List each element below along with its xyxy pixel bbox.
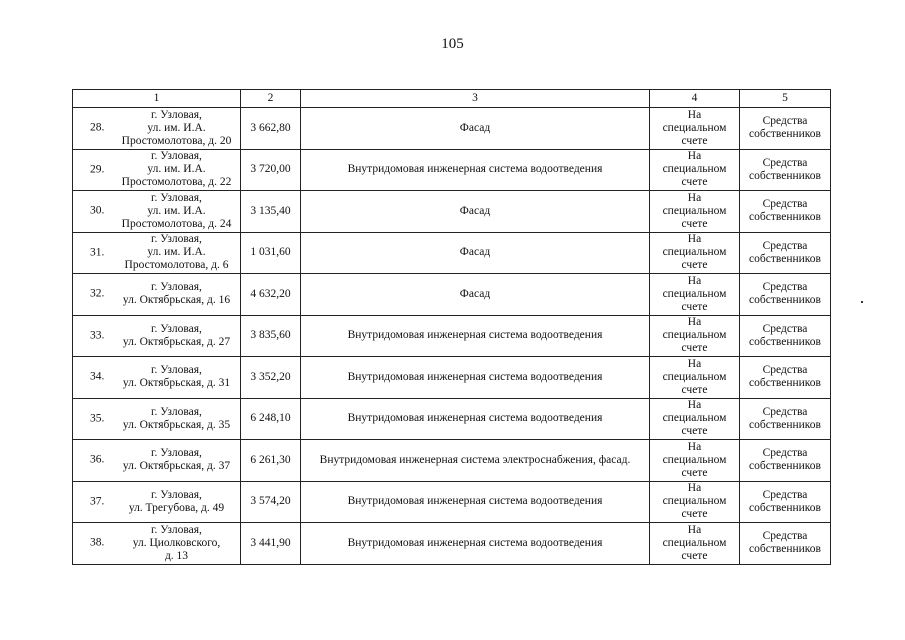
address-cell <box>73 440 241 482</box>
account-line: На <box>687 108 702 121</box>
account-line: счете <box>681 217 708 230</box>
row-number: 34. <box>90 370 105 383</box>
funding-line: собственников <box>749 377 821 390</box>
table-row <box>73 481 831 523</box>
funding-line: Средства <box>762 281 808 294</box>
column-header-5: 5 <box>740 90 831 108</box>
funding-line: собственников <box>749 543 821 556</box>
address-line: г. Узловая, <box>151 191 202 204</box>
address-line: г. Узловая, <box>151 281 202 294</box>
funding-line: Средства <box>762 405 808 418</box>
address-line: Простомолотова, д. 22 <box>121 176 232 189</box>
works-cell: Фасад <box>301 191 650 233</box>
account-line: На <box>687 440 702 453</box>
address-line: ул. Октябрьская, д. 16 <box>122 294 231 307</box>
table-row <box>73 357 831 399</box>
account-line: счете <box>681 425 708 438</box>
row-number: 33. <box>90 329 105 342</box>
area-cell: 6 248,10 <box>241 398 301 440</box>
address-line: ул. им. И.А. <box>147 163 206 176</box>
funding-line: Средства <box>762 115 808 128</box>
row-number: 31. <box>90 246 105 259</box>
area-cell: 1 031,60 <box>241 232 301 274</box>
address-cell <box>73 357 241 399</box>
funding-line: Средства <box>762 488 808 501</box>
table-row <box>73 149 831 191</box>
area-cell: 6 261,30 <box>241 440 301 482</box>
account-cell <box>650 232 740 274</box>
row-number: 37. <box>90 495 105 508</box>
row-number: 36. <box>90 453 105 466</box>
account-line: счете <box>681 466 708 479</box>
funding-line: Средства <box>762 239 808 252</box>
table-row <box>73 315 831 357</box>
account-cell <box>650 315 740 357</box>
address-line: г. Узловая, <box>151 447 202 460</box>
header-row <box>73 90 831 108</box>
funding-cell <box>740 315 831 357</box>
account-line: На <box>687 316 702 329</box>
funding-line: собственников <box>749 128 821 141</box>
address-line: ул. Октябрьская, д. 37 <box>122 460 231 473</box>
account-line: счете <box>681 342 708 355</box>
address-line: д. 13 <box>164 549 189 562</box>
address-cell <box>73 398 241 440</box>
account-line: На <box>687 233 702 246</box>
works-cell: Фасад <box>301 232 650 274</box>
funding-line: собственников <box>749 211 821 224</box>
funding-cell <box>740 232 831 274</box>
funding-cell <box>740 149 831 191</box>
column-header-2: 2 <box>241 90 301 108</box>
address-line: ул. Октябрьская, д. 35 <box>122 418 231 431</box>
funding-line: Средства <box>762 156 808 169</box>
area-cell: 3 352,20 <box>241 357 301 399</box>
account-line: На <box>687 523 702 536</box>
row-number: 38. <box>90 536 105 549</box>
works-cell: Фасад <box>301 274 650 316</box>
address-line: ул. Циолковского, <box>132 536 221 549</box>
funding-line: Средства <box>762 530 808 543</box>
address-line: г. Узловая, <box>151 108 202 121</box>
table-row <box>73 398 831 440</box>
account-line: специальном <box>662 163 727 176</box>
account-cell <box>650 149 740 191</box>
row-number: 28. <box>90 121 105 134</box>
column-header-4: 4 <box>650 90 740 108</box>
account-line: счете <box>681 508 708 521</box>
funding-line: собственников <box>749 418 821 431</box>
address-cell <box>73 315 241 357</box>
row-number: 30. <box>90 204 105 217</box>
account-cell <box>650 523 740 565</box>
funding-cell <box>740 274 831 316</box>
table-row <box>73 108 831 150</box>
account-cell <box>650 481 740 523</box>
funding-line: собственников <box>749 252 821 265</box>
address-line: ул. Октябрьская, д. 27 <box>122 335 231 348</box>
address-line: Простомолотова, д. 20 <box>121 134 232 147</box>
address-line: г. Узловая, <box>151 233 202 246</box>
account-line: специальном <box>662 495 727 508</box>
table-row <box>73 191 831 233</box>
works-cell: Внутридомовая инженерная система электроснабжения, фасад. <box>301 440 650 482</box>
account-line: специальном <box>662 370 727 383</box>
address-cell <box>73 149 241 191</box>
address-line: ул. им. И.А. <box>147 246 206 259</box>
works-cell: Внутридомовая инженерная система водоотведения <box>301 398 650 440</box>
account-line: счете <box>681 383 708 396</box>
account-line: специальном <box>662 536 727 549</box>
funding-line: Средства <box>762 447 808 460</box>
funding-line: Средства <box>762 364 808 377</box>
funding-line: собственников <box>749 501 821 514</box>
address-line: г. Узловая, <box>151 322 202 335</box>
works-cell: Внутридомовая инженерная система водоотведения <box>301 149 650 191</box>
address-line: ул. им. И.А. <box>147 204 206 217</box>
funding-line: Средства <box>762 198 808 211</box>
account-line: специальном <box>662 329 727 342</box>
account-line: На <box>687 274 702 287</box>
address-cell <box>73 481 241 523</box>
works-cell: Внутридомовая инженерная система водоотведения <box>301 481 650 523</box>
area-cell: 3 662,80 <box>241 108 301 150</box>
row-number: 29. <box>90 163 105 176</box>
account-cell <box>650 357 740 399</box>
funding-cell <box>740 108 831 150</box>
account-cell <box>650 398 740 440</box>
account-line: счете <box>681 259 708 272</box>
column-header-1: 1 <box>73 90 241 108</box>
address-cell <box>73 108 241 150</box>
housing-register-table <box>72 89 831 565</box>
address-line: ул. Октябрьская, д. 31 <box>122 377 231 390</box>
account-line: специальном <box>662 287 727 300</box>
address-cell <box>73 274 241 316</box>
account-cell <box>650 108 740 150</box>
address-line: ул. им. И.А. <box>147 121 206 134</box>
address-cell <box>73 191 241 233</box>
table-body <box>73 108 831 565</box>
account-cell <box>650 191 740 233</box>
column-header-3: 3 <box>301 90 650 108</box>
table-row <box>73 523 831 565</box>
account-cell <box>650 440 740 482</box>
row-number: 35. <box>90 412 105 425</box>
funding-cell <box>740 440 831 482</box>
works-cell: Внутридомовая инженерная система водоотведения <box>301 357 650 399</box>
account-line: специальном <box>662 412 727 425</box>
funding-cell <box>740 191 831 233</box>
account-line: На <box>687 399 702 412</box>
table-row <box>73 274 831 316</box>
funding-cell <box>740 481 831 523</box>
row-number: 32. <box>90 287 105 300</box>
address-line: г. Узловая, <box>151 364 202 377</box>
funding-cell <box>740 398 831 440</box>
account-line: На <box>687 191 702 204</box>
address-line: г. Узловая, <box>151 488 202 501</box>
account-line: На <box>687 482 702 495</box>
funding-line: собственников <box>749 169 821 182</box>
table-row <box>73 232 831 274</box>
funding-line: собственников <box>749 335 821 348</box>
account-line: На <box>687 357 702 370</box>
account-line: специальном <box>662 121 727 134</box>
area-cell: 3 135,40 <box>241 191 301 233</box>
address-line: ул. Трегубова, д. 49 <box>128 501 225 514</box>
works-cell: Внутридомовая инженерная система водоотведения <box>301 523 650 565</box>
account-line: специальном <box>662 246 727 259</box>
account-line: специальном <box>662 453 727 466</box>
account-line: счете <box>681 549 708 562</box>
funding-cell <box>740 523 831 565</box>
funding-line: собственников <box>749 294 821 307</box>
address-line: Простомолотова, д. 24 <box>121 217 232 230</box>
account-line: счете <box>681 134 708 147</box>
table-row <box>73 440 831 482</box>
address-line: г. Узловая, <box>151 405 202 418</box>
account-line: специальном <box>662 204 727 217</box>
address-cell <box>73 523 241 565</box>
address-line: г. Узловая, <box>151 523 202 536</box>
area-cell: 3 441,90 <box>241 523 301 565</box>
account-line: счете <box>681 300 708 313</box>
funding-line: Средства <box>762 322 808 335</box>
account-line: счете <box>681 176 708 189</box>
funding-cell <box>740 357 831 399</box>
address-line: г. Узловая, <box>151 150 202 163</box>
address-line: Простомолотова, д. 6 <box>124 259 229 272</box>
address-cell <box>73 232 241 274</box>
works-cell: Внутридомовая инженерная система водоотведения <box>301 315 650 357</box>
works-cell: Фасад <box>301 108 650 150</box>
page-number: 105 <box>441 36 464 52</box>
account-cell <box>650 274 740 316</box>
area-cell: 4 632,20 <box>241 274 301 316</box>
area-cell: 3 835,60 <box>241 315 301 357</box>
area-cell: 3 720,00 <box>241 149 301 191</box>
scan-speck <box>861 301 863 303</box>
area-cell: 3 574,20 <box>241 481 301 523</box>
account-line: На <box>687 150 702 163</box>
funding-line: собственников <box>749 460 821 473</box>
